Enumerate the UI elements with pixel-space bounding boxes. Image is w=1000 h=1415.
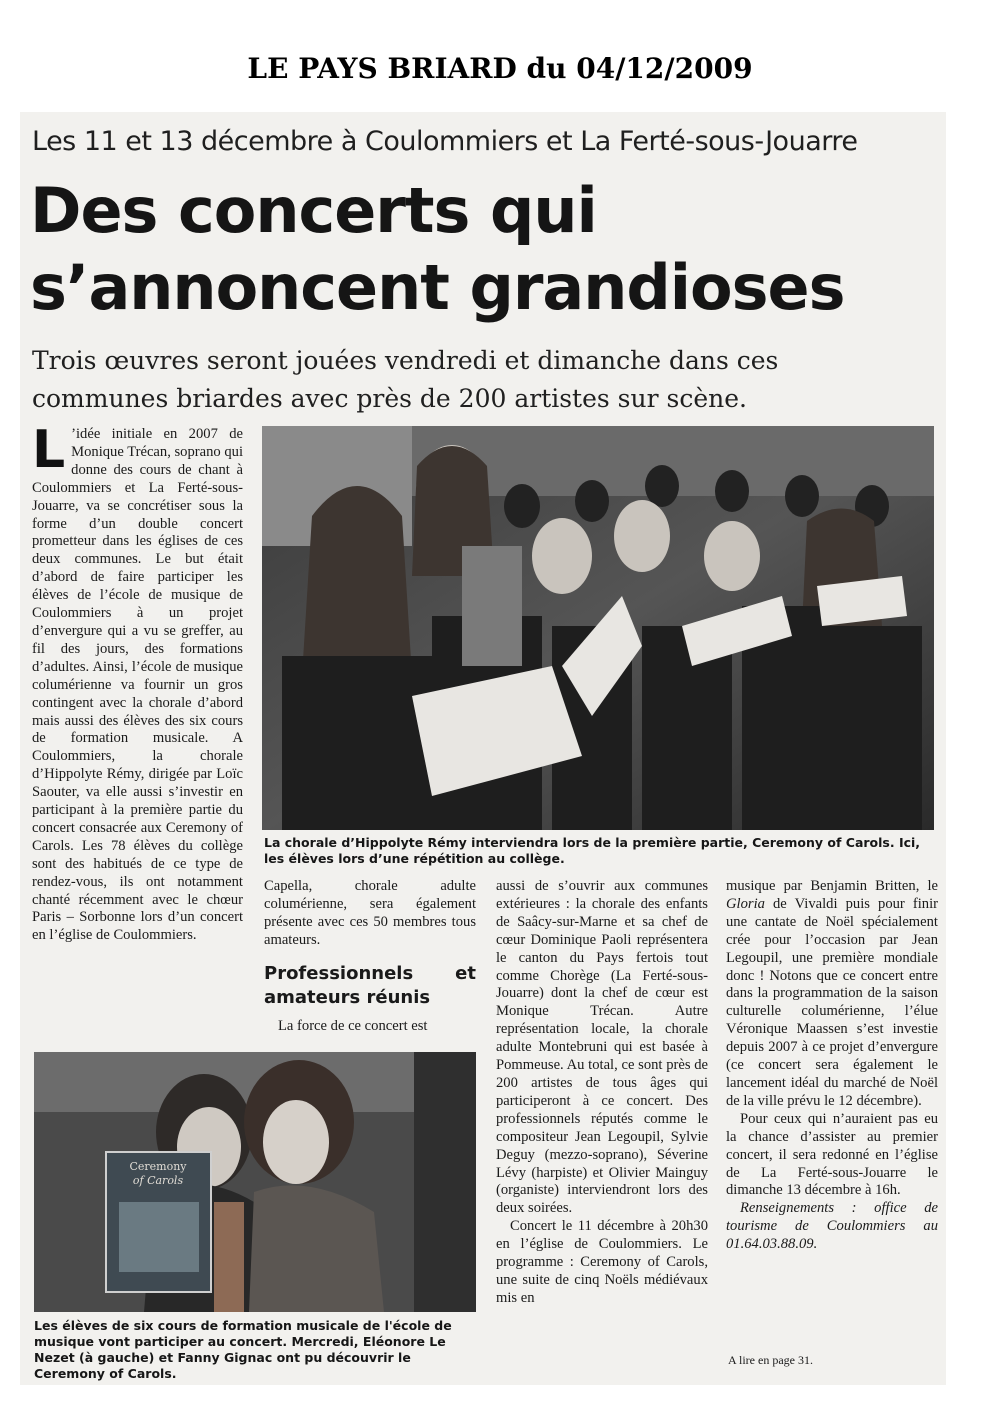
drop-cap: L	[32, 420, 66, 480]
booklet-title-2: of Carols	[132, 1174, 184, 1187]
article-headline	[30, 172, 845, 326]
choir-photo-caption: La chorale d’Hippolyte Rémy interviendra lors de la première partie, Ceremony of Carols. Ici, les élèves lors d’une répétition au collège.	[264, 835, 921, 866]
col2-paragraph-2: La force de ce concert est	[278, 1017, 428, 1034]
choir-photo	[262, 426, 934, 830]
article-kicker: Les 11 et 13 décembre à Coulommiers et La Ferté-sous-Jouarre	[32, 126, 858, 157]
col4-paragraph-1	[726, 878, 938, 1111]
article-deck	[32, 342, 778, 418]
section-subhead: Professionnels et amateurs réunis	[264, 962, 476, 1008]
students-photo-image	[34, 1052, 476, 1312]
ceremony-of-carols-booklet	[106, 1152, 211, 1292]
headline-line-1: Des concerts qui	[30, 174, 597, 247]
gloria-title: Gloria	[726, 895, 765, 912]
headline-line-2: s’annoncent grandioses	[30, 251, 845, 324]
col2-paragraph-1: Capella, chorale adulte columérienne, sera également présente avec ces 50 membres tous amateurs.	[264, 878, 476, 948]
col1-paragraph-1: ’idée initiale en 2007 de Monique Trécan, soprano qui donne des cours de chant à Coulommiers et La Ferté-sous-Jouarre, va se concrétiser sous la forme d’un double concert prometteur dans les églises de ces deux communes. Le but était d’abord de faire participer les élèves de l’école de musique de Coulommiers à un projet d’envergure qui a vu se greffer, au fil des jours, des formations d’adultes. Ainsi, l’école de musique columérienne va fournir un gros contingent avec la chorale d’abord mais aussi des élèves des six cours de formation musicale. A Coulommiers, la chorale d’Hippolyte Rémy, dirigée par Loïc Saouter, va elle aussi s’investir en participant à la première partie du concert consacrée aux Ceremony of Carols. Les 78 élèves du collège sont des habitués de ce type de rendez-vous, ils ont notamment chanté récemment avec le chœur Paris – Sorbonne lors d’un concert en l’église de Coulommiers.	[32, 426, 244, 944]
choir-photo-image	[262, 426, 934, 830]
page-reference: A lire en page 31.	[728, 1353, 813, 1367]
students-photo-caption: Les élèves de six cours de formation musicale de l'école de musique vont participer au concert. Mercredi, Eléonore Le Nezet (à gauche) et Fanny Gignac ont pu découvrir le Ceremony of Carols.	[34, 1318, 452, 1381]
booklet-title-1: Ceremony	[129, 1160, 187, 1173]
deck-line-1: Trois œuvres seront jouées vendredi et dimanche dans ces	[32, 346, 779, 375]
students-photo	[34, 1052, 476, 1312]
article-column-3	[496, 878, 708, 1308]
col4-info: Renseignements : office de tourisme de Coulommiers au 01.64.03.88.09.	[726, 1200, 938, 1253]
deck-line-2: communes briardes avec près de 200 artistes sur scène.	[32, 384, 747, 413]
article-column-4	[726, 878, 938, 1254]
col4-paragraph-2: Pour ceux qui n’auraient pas eu la chance d’assister au premier concert, il sera redonné en l’église de La Ferté-sous-Jouarre le dimanche 13 décembre à 16h.	[726, 1110, 938, 1199]
col3-paragraph-1: aussi de s’ouvrir aux communes extérieures : la chorale des enfants de Saâcy-sur-Marne et sa chef de cœur Dominique Paoli représentera le canton du Pays fertois tout comme Chorège (La Ferté-sous-Jouarre) dont la chef de cœur est Monique Trécan. Autre représentation locale, la chorale adulte Montebruni qui est basée à Pommeuse. Au total, ce sont près de 200 artistes de tous âges qui participeront à ce concert. Des professionnels réputés comme le compositeur Jean Legoupil, Sylvie Deguy (mezzo-soprano), Séverine Lévy (harpiste) et Olivier Mainguy (organiste) interviendront lors des deux soirées.	[496, 878, 708, 1217]
col4-text-a: musique par Benjamin Britten, le	[726, 878, 938, 894]
col4-text-b: de Vivaldi puis pour finir une cantate de Noël spécialement crée pour l’occasion par Jean Legoupil, une première mondiale donc ! Notons que ce concert entre dans la programmation de la saison culturelle columérienne, l’élue Véronique Maassen s’est investie depuis 2007 à ce projet d’envergure (ce concert sera également le lancement idéal du marché de Noël de la ville prévu le 12 décembre).	[726, 895, 938, 1109]
article-column-2	[264, 878, 476, 1036]
publication-header: LE PAYS BRIARD du 04/12/2009	[247, 52, 753, 85]
col3-paragraph-2: Concert le 11 décembre à 20h30 en l’église de Coulommiers. Le programme : Ceremony of Carols, une suite de cinq Noëls médiévaux mis en	[496, 1218, 708, 1306]
article-column-1	[32, 420, 244, 945]
